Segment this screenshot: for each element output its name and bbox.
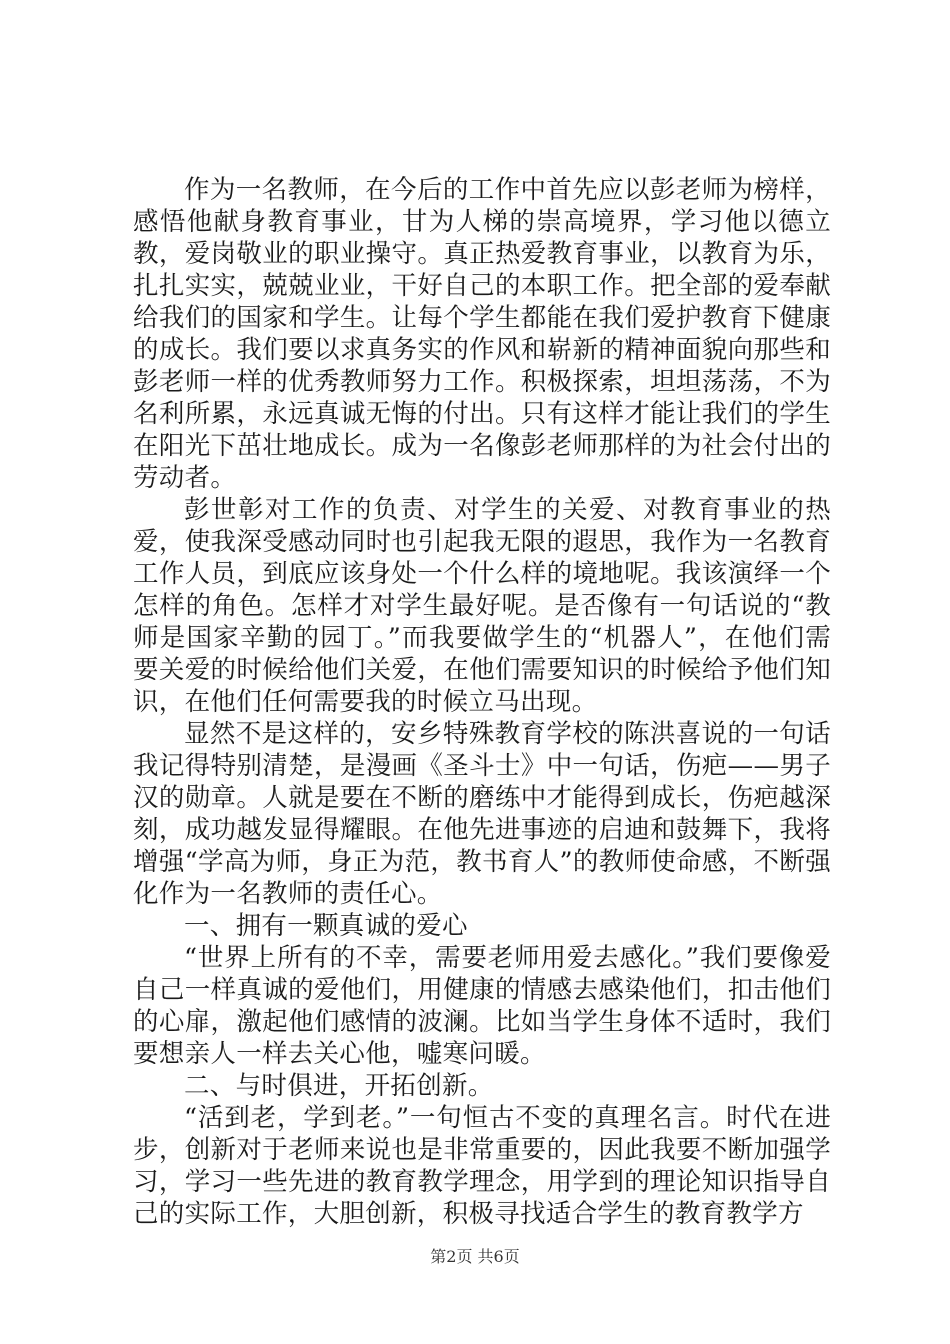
paragraph-reflection: 彭世彰对工作的负责、对学生的关爱、对教育事业的热爱，使我深受感动同时也引起我无限的遐思，我作为一名教育工作人员，到底应该身处一个什么样的境地呢。我该演绎一个怎样的角色。怎样才对学生最好呢。是否像有一句话说的“教师是国家辛勤的园丁。”而我要做学生的“机器人”，在他们需要关爱的时候给他们关爱，在他们需要知识的时候给予他们知识，在他们任何需要我的时候立马出现。 <box>133 495 831 717</box>
document-body <box>133 174 831 1230</box>
paragraph-role-model: 作为一名教师，在今后的工作中首先应以彭老师为榜样，感悟他献身教育事业，甘为人梯的崇高境界，学习他以德立教，爱岗敬业的职业操守。真正热爱教育事业，以教育为乐，扎扎实实，兢兢业业，干好自己的本职工作。把全部的爱奉献给我们的国家和学生。让每个学生都能在我们爱护教育下健康的成长。我们要以求真务实的作风和崭新的精神面貌向那些和彭老师一样的优秀教师努力工作。积极探索，坦坦荡荡，不为名利所累，永远真诚无悔的付出。只有这样才能让我们的学生在阳光下茁壮地成长。成为一名像彭老师那样的为社会付出的劳动者。 <box>133 175 831 493</box>
paragraph-love: “世界上所有的不幸，需要老师用爱去感化。”我们要像爱自己一样真诚的爱他们，用健康的情感去感染他们，扣击他们的心扉，激起他们感情的波澜。比如当学生身体不适时，我们要想亲人一样去关心他，嘘寒问暖。 <box>133 943 831 1069</box>
paragraph-innovation: “活到老，学到老。”一句恒古不变的真理名言。时代在进步，创新对于老师来说也是非常重要的，因此我要不断加强学习，学习一些先进的教育教学理念，用学到的理论知识指导自己的实际工作，大胆创新，积极寻找适合学生的教育教学方 <box>133 1103 831 1229</box>
page-number-footer: 第2页 共6页 <box>430 1247 520 1266</box>
paragraph-scar-medal: 显然不是这样的，安乡特殊教育学校的陈洪喜说的一句话我记得特别清楚，是漫画《圣斗士》中一句话，伤疤——男子汉的勋章。人就是要在不断的磨练中才能得到成长，伤疤越深刻，成功越发显得耀眼。在他先进事迹的启迪和鼓舞下，我将增强“学高为师，身正为范，教书育人”的教师使命感，不断强化作为一名教师的责任心。 <box>133 719 831 909</box>
section-heading-innovation: 二、与时俱进，开拓创新。 <box>184 1071 494 1101</box>
section-heading-love: 一、拥有一颗真诚的爱心 <box>184 911 468 941</box>
